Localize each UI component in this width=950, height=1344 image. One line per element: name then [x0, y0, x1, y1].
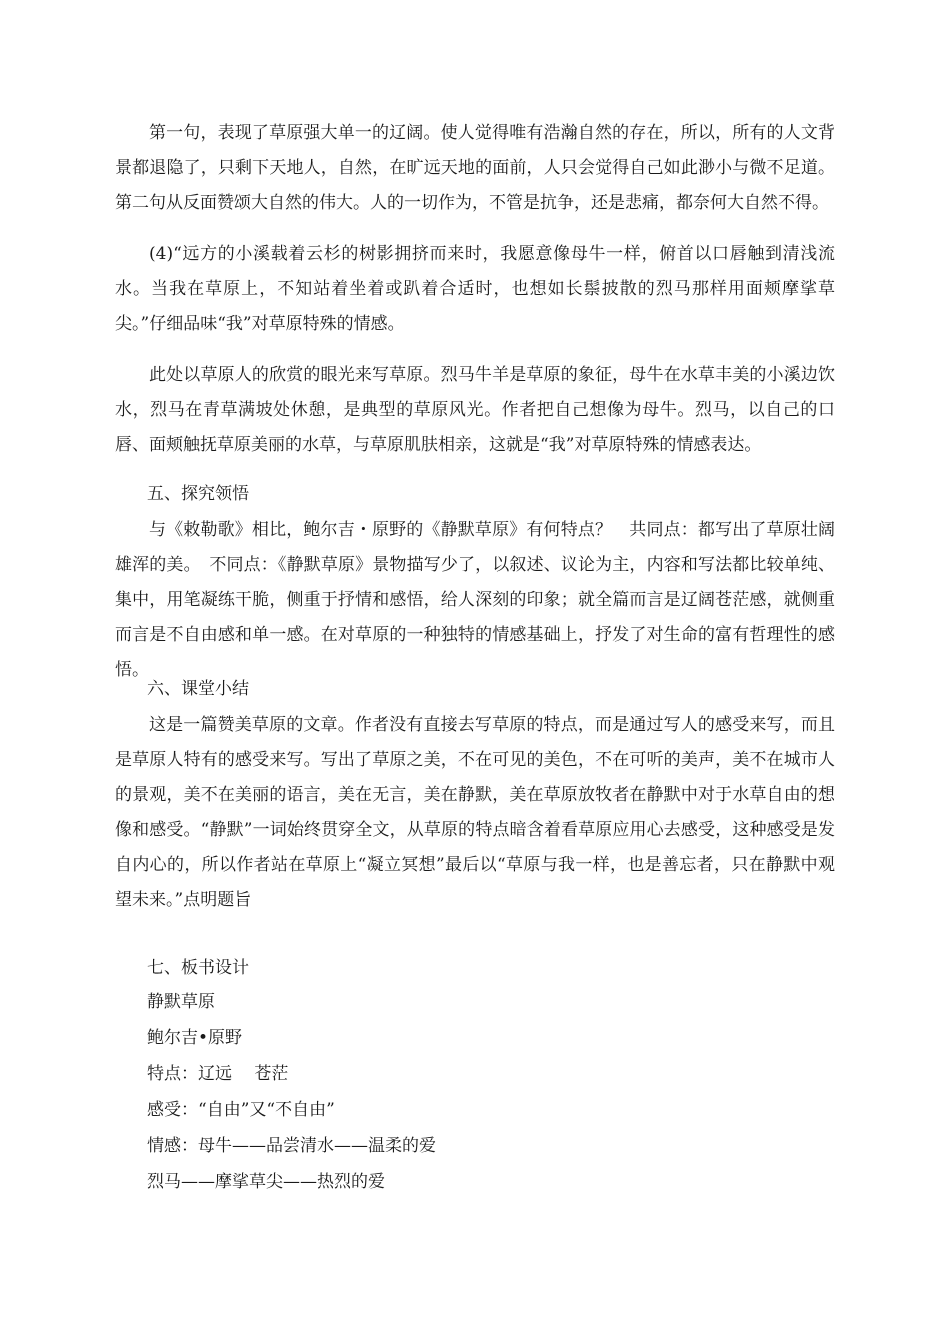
section-heading-board-design: 七、板书设计 — [147, 958, 249, 978]
board-features: 特点：辽远 苍茫 — [147, 1064, 289, 1084]
board-emotion-horse: 烈马——摩挲草尖——热烈的爱 — [147, 1172, 385, 1192]
board-emotion-cow: 情感：母牛——品尝清水——温柔的爱 — [147, 1136, 436, 1156]
paragraph-answer-4: 此处以草原人的欣赏的眼光来写草原。烈马牛羊是草原的象征，母牛在水草丰美的小溪边饮水，烈马在青草满坡处休憩，是典型的草原风光。作者把自己想像为母牛。烈马，以自己的口唇、面颊触抚草原美丽的水草，与草原肌肤相亲，这就是“我”对草原特殊的情感表达。 — [115, 365, 835, 455]
section-heading-explore: 五、探究领悟 — [147, 484, 249, 504]
board-author: 鲍尔吉•原野 — [147, 1028, 243, 1048]
board-feelings: 感受：“自由”又“不自由” — [147, 1100, 335, 1120]
paragraph-question-4: (4)“远方的小溪载着云杉的树影拥挤而来时，我愿意像母牛一样，俯首以口唇触到清浅流水。当我在草原上，不知站着坐着或趴着合适时，也想如长鬃披散的烈马那样用面颊摩挲草尖。”仔细品味“我”对草原特殊的情感。 — [115, 244, 835, 334]
paragraph-comparison: 与《敕勒歌》相比，鲍尔吉・原野的《静默草原》有何特点？ 共同点：都写出了草原壮阔雄浑的美。 不同点：《静默草原》景物描写少了，以叙述、议论为主，内容和写法都比较单纯、集中，用笔凝练干脆，侧重于抒情和感悟，给人深刻的印象；就全篇而言是辽阔苍茫感，就侧重而言是不自由感和单一感。在对草原的一种独特的情感基础上，抒发了对生命的富有哲理性的感悟。 — [115, 520, 835, 680]
paragraph-first-sentence-analysis: 第一句，表现了草原强大单一的辽阔。使人觉得唯有浩瀚自然的存在，所以，所有的人文背景都退隐了，只剩下天地人，自然，在旷远天地的面前，人只会觉得自己如此渺小与微不足道。第二句从反面赞颂大自然的伟大。人的一切作为，不管是抗争，还是悲痛，都奈何大自然不得。 — [115, 123, 835, 213]
paragraph-summary: 这是一篇赞美草原的文章。作者没有直接去写草原的特点，而是通过写人的感受来写，而且是草原人特有的感受来写。写出了草原之美，不在可见的美色，不在可听的美声，美不在城市人的景观，美不在美丽的语言，美在无言，美在静默，美在草原放牧者在静默中对于水草自由的想像和感受。“静默”一词始终贯穿全文，从草原的特点暗含着看草原应用心去感受，这种感受是发自内心的，所以作者站在草原上“凝立冥想”最后以“草原与我一样，也是善忘者，只在静默中观望未来。”点明题旨 — [115, 715, 835, 910]
section-heading-summary: 六、课堂小结 — [147, 679, 249, 699]
board-title: 静默草原 — [147, 992, 215, 1012]
